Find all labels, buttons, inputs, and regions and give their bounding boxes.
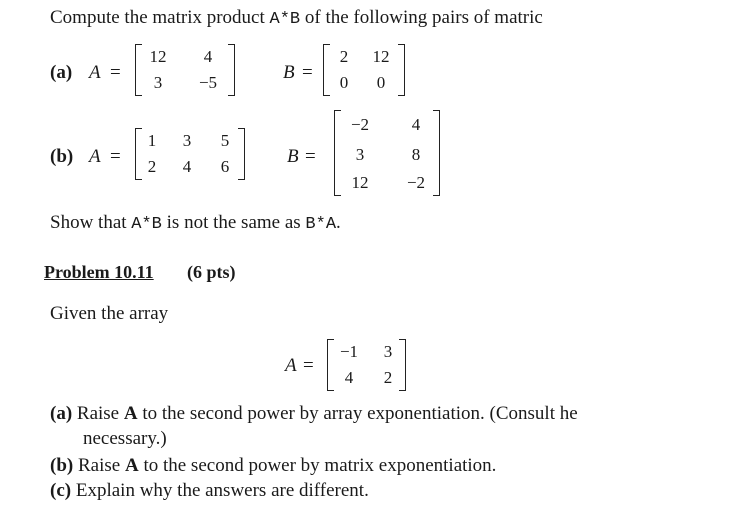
matrix-cell: 12 — [149, 47, 167, 66]
matrix-cell: 4 — [203, 47, 213, 66]
part-a-label: (a) — [50, 62, 73, 83]
question-text: Raise — [76, 403, 124, 424]
matrix-cell: 0 — [376, 73, 386, 92]
part-b-A-name: A — [89, 146, 101, 167]
question-var: A — [124, 455, 139, 476]
matrix-cell: 4 — [411, 115, 421, 134]
matrix-cell: 3 — [355, 145, 365, 164]
intro-after: of the following pairs of matric — [300, 7, 543, 28]
part-b-matrix-B — [334, 110, 440, 196]
show-code1: A*B — [131, 215, 162, 234]
show-after: . — [336, 212, 341, 233]
problem-A-equals: = — [303, 355, 314, 376]
question-text: to the second power by array exponentiation. (Consult he — [137, 403, 578, 424]
part-b-B-name: B — [287, 146, 299, 167]
matrix-cell: −5 — [198, 73, 218, 92]
matrix-cell: 1 — [147, 131, 157, 150]
matrix-cell: 6 — [220, 157, 230, 176]
part-b-B-equals: = — [305, 146, 316, 167]
question-text: necessary.) — [83, 428, 167, 449]
problem-A-name: A — [285, 355, 297, 376]
question-label: (c) — [50, 480, 72, 501]
bracket-right — [228, 44, 235, 96]
show-before: Show that — [50, 212, 132, 233]
show-line — [50, 212, 341, 234]
question-b — [50, 455, 496, 477]
question-label: (b) — [50, 455, 74, 476]
matrix-cell: 2 — [147, 157, 157, 176]
part-b-label: (b) — [50, 146, 74, 167]
part-a-B-name: B — [283, 62, 295, 83]
part-a-matrix-A — [135, 44, 235, 96]
matrix-cell: 3 — [182, 131, 192, 150]
problem-matrix-A — [327, 339, 406, 391]
matrix-cell: 4 — [344, 368, 354, 387]
matrix-cell: −2 — [406, 173, 426, 192]
part-a-matrix-B — [323, 44, 405, 96]
question-text: Explain why the answers are different. — [75, 480, 369, 501]
question-text: to the second power by matrix exponentiation. — [138, 455, 497, 476]
part-a-A-name: A — [89, 62, 101, 83]
bracket-left — [334, 110, 341, 196]
question-text: Raise — [77, 455, 125, 476]
question-a — [50, 403, 578, 425]
problem-title: Problem 10.11 — [44, 262, 154, 282]
question-label: (a) — [50, 403, 73, 424]
matrix-cell: 5 — [220, 131, 230, 150]
matrix-cell: 2 — [383, 368, 393, 387]
matrix-cell: 3 — [383, 342, 393, 361]
matrix-cell: 8 — [411, 145, 421, 164]
matrix-cell: −1 — [339, 342, 359, 361]
bracket-right — [433, 110, 440, 196]
matrix-cell: 12 — [372, 47, 390, 66]
show-code2: B*A — [305, 215, 337, 234]
given-text: Given the array — [50, 303, 169, 324]
part-a-B-equals: = — [302, 62, 313, 83]
intro-line — [50, 7, 543, 29]
show-middle: is not the same as — [161, 212, 306, 233]
bracket-right — [398, 44, 405, 96]
question-c — [50, 480, 369, 502]
matrix-cell: −2 — [350, 115, 370, 134]
matrix-cell: 4 — [182, 157, 192, 176]
part-a-A-equals: = — [110, 62, 121, 83]
question-a-continued — [83, 428, 167, 450]
question-var: A — [123, 403, 138, 424]
intro-code: A*B — [269, 10, 301, 29]
matrix-cell: 2 — [339, 47, 349, 66]
intro-before: Compute the matrix product — [50, 7, 270, 28]
problem-points: (6 pts) — [187, 262, 236, 282]
part-b-matrix-A — [135, 128, 245, 180]
part-b-A-equals: = — [110, 146, 121, 167]
matrix-cell: 12 — [351, 173, 369, 192]
matrix-cell: 3 — [153, 73, 163, 92]
matrix-cell: 0 — [339, 73, 349, 92]
